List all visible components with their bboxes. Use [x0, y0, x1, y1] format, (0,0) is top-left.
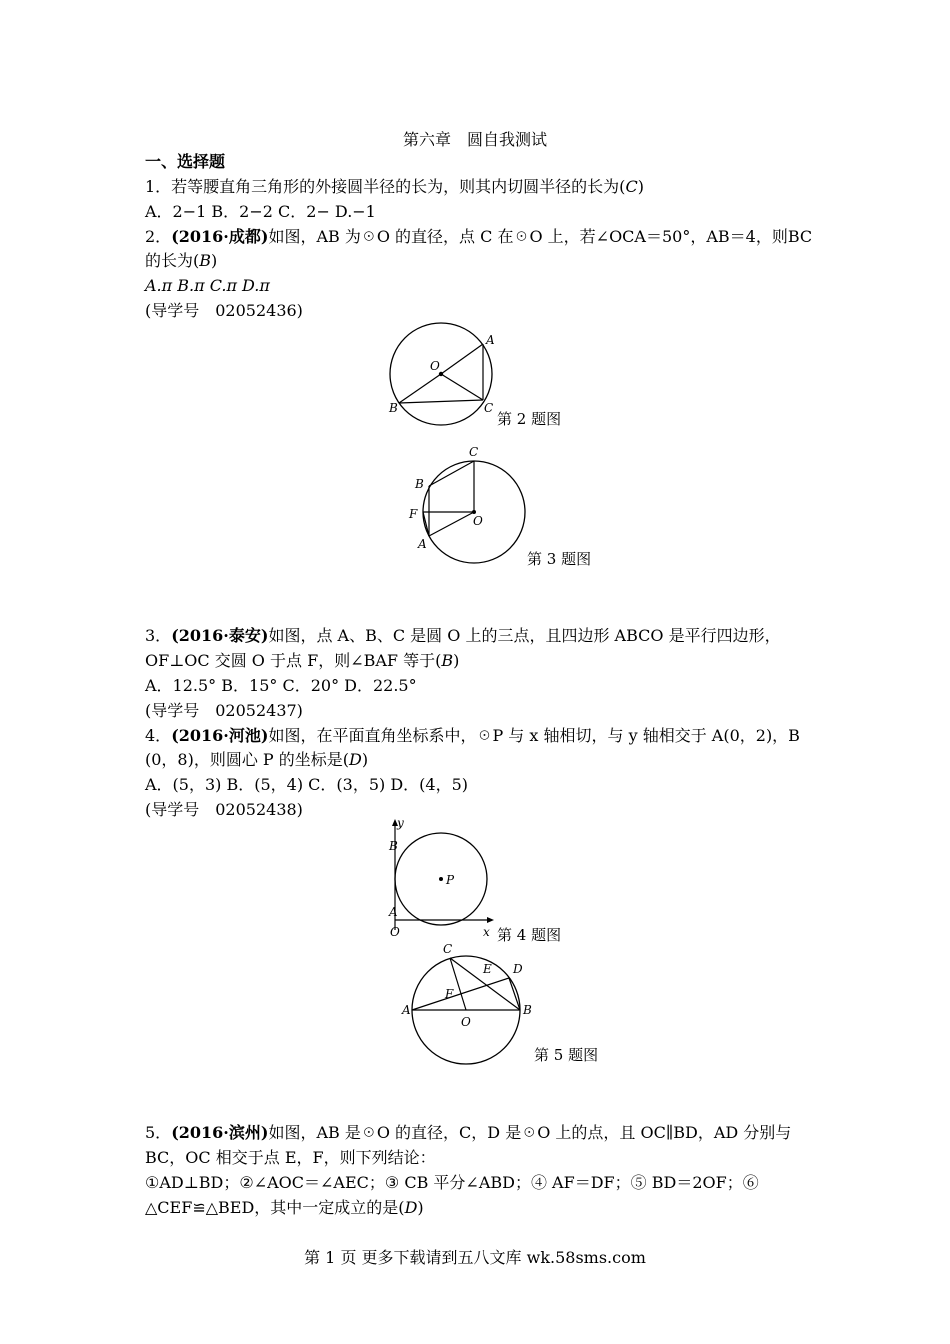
fig4-label-x: x	[483, 925, 490, 939]
fig3-label-o: O	[473, 514, 483, 528]
fig4-label-p: P	[446, 873, 455, 887]
q5-stem-cont: BC，OC 相交于点 E，F，则下列结论：	[145, 1148, 436, 1167]
q5-stem-end: △CEF≌△BED，其中一定成立的是(D)	[145, 1198, 424, 1217]
fig5-label-o: O	[461, 1015, 471, 1029]
q3-stem-cont: OF⊥OC 交圆 O 于点 F，则∠BAF 等于(B)	[145, 651, 460, 670]
fig5-segment-ad	[412, 978, 509, 1010]
fig5-label-e: E	[483, 962, 492, 976]
q5-answer: D	[404, 1198, 418, 1217]
fig3-label-c: C	[469, 445, 479, 459]
q4-guide-number: (导学号 02052438)	[145, 800, 303, 819]
q5-conclusions: ①AD⊥BD；②∠AOC＝∠AEC；③ CB 平分∠ABD；④ AF＝DF；⑤ BD＝2OF；⑥	[145, 1173, 759, 1192]
q2-stem: 2．(2016·成都)如图，AB 为☉O 的直径，点 C 在☉O 上，若∠OCA＝50°，AB＝4，则BC	[145, 227, 813, 246]
fig5-label-f: F	[445, 987, 454, 1001]
fig5-label-b: B	[523, 1003, 532, 1017]
fig3-caption: 第 3 题图	[527, 550, 592, 568]
q4-stem-cont: (0，8)，则圆心 P 的坐标是(D)	[145, 750, 369, 769]
figure-4	[385, 818, 500, 943]
q3-guide-number: (导学号 02052437)	[145, 701, 303, 720]
q4-stem: 4．(2016·河池)如图，在平面直角坐标系中，☉P 与 x 轴相切，与 y 轴相交于 A(0，2)，B	[145, 726, 800, 745]
q1-answer: C	[625, 177, 638, 196]
fig5-segment-oc	[450, 958, 466, 1010]
q2-options: A.π B.π C.π D.π	[145, 276, 270, 295]
fig4-label-a: A	[389, 905, 398, 919]
fig2-label-c: C	[484, 401, 494, 415]
q2-stem-cont: 的长为(B)	[145, 251, 218, 270]
fig4-caption: 第 4 题图	[497, 926, 562, 944]
fig2-label-b: B	[389, 401, 398, 415]
q3-stem: 3．(2016·泰安)如图，点 A、B、C 是圆 O 上的三点，且四边形 ABCO 是平行四边形，	[145, 626, 781, 645]
fig2-label-a: A	[486, 333, 495, 347]
q1-stem: 1．若等腰直角三角形的外接圆半径的长为，则其内切圆半径的长为(C)	[145, 177, 644, 196]
fig2-radius-oc	[441, 374, 483, 400]
page-footer: 第 1 页 更多下载请到五八文库 wk.58sms.com	[304, 1248, 646, 1267]
fig4-center-dot	[439, 877, 443, 881]
fig2-label-o: O	[430, 359, 440, 373]
fig4-label-y: y	[397, 816, 404, 830]
figure-3	[405, 440, 535, 560]
page-title: 第六章 圆自我测试	[402, 130, 547, 149]
fig3-segment-ao	[429, 512, 474, 536]
q3-options: A．12.5° B．15° C．20° D．22.5°	[145, 676, 417, 695]
fig4-label-b: B	[389, 839, 398, 853]
fig3-segment-bc	[429, 461, 474, 486]
section-heading: 一、选择题	[145, 152, 226, 171]
fig3-label-f: F	[409, 507, 418, 521]
fig3-label-a: A	[418, 537, 427, 551]
q1-options: A．2−1 B．2−2 C．2− D.−1	[145, 202, 376, 221]
q5-source: (2016·滨州)	[171, 1123, 269, 1142]
fig2-caption: 第 2 题图	[497, 410, 562, 428]
q2-answer: B	[199, 251, 212, 270]
figure-5	[395, 938, 535, 1068]
fig2-chord-bc	[399, 400, 483, 403]
q2-guide-number: (导学号 02052436)	[145, 301, 303, 320]
fig2-radius-ob	[399, 374, 441, 403]
q4-options: A．(5，3) B．(5，4) C．(3，5) D．(4，5)	[145, 775, 469, 794]
fig5-label-d: D	[513, 962, 523, 976]
fig5-caption: 第 5 题图	[534, 1046, 599, 1064]
fig4-label-o: O	[390, 925, 400, 939]
q2-source: (2016·成都)	[171, 227, 269, 246]
fig2-radius-oa	[441, 344, 483, 374]
fig5-label-c: C	[443, 942, 453, 956]
q5-stem: 5．(2016·滨州)如图，AB 是☉O 的直径，C，D 是☉O 上的点，且 OC∥BD，AD 分别与	[145, 1123, 792, 1142]
fig3-label-b: B	[415, 477, 424, 491]
fig4-x-arrow	[487, 917, 494, 923]
fig5-label-a: A	[402, 1003, 411, 1017]
q3-answer: B	[441, 651, 454, 670]
q3-source: (2016·泰安)	[171, 626, 269, 645]
q4-source: (2016·河池)	[171, 726, 269, 745]
q4-answer: D	[349, 750, 362, 769]
